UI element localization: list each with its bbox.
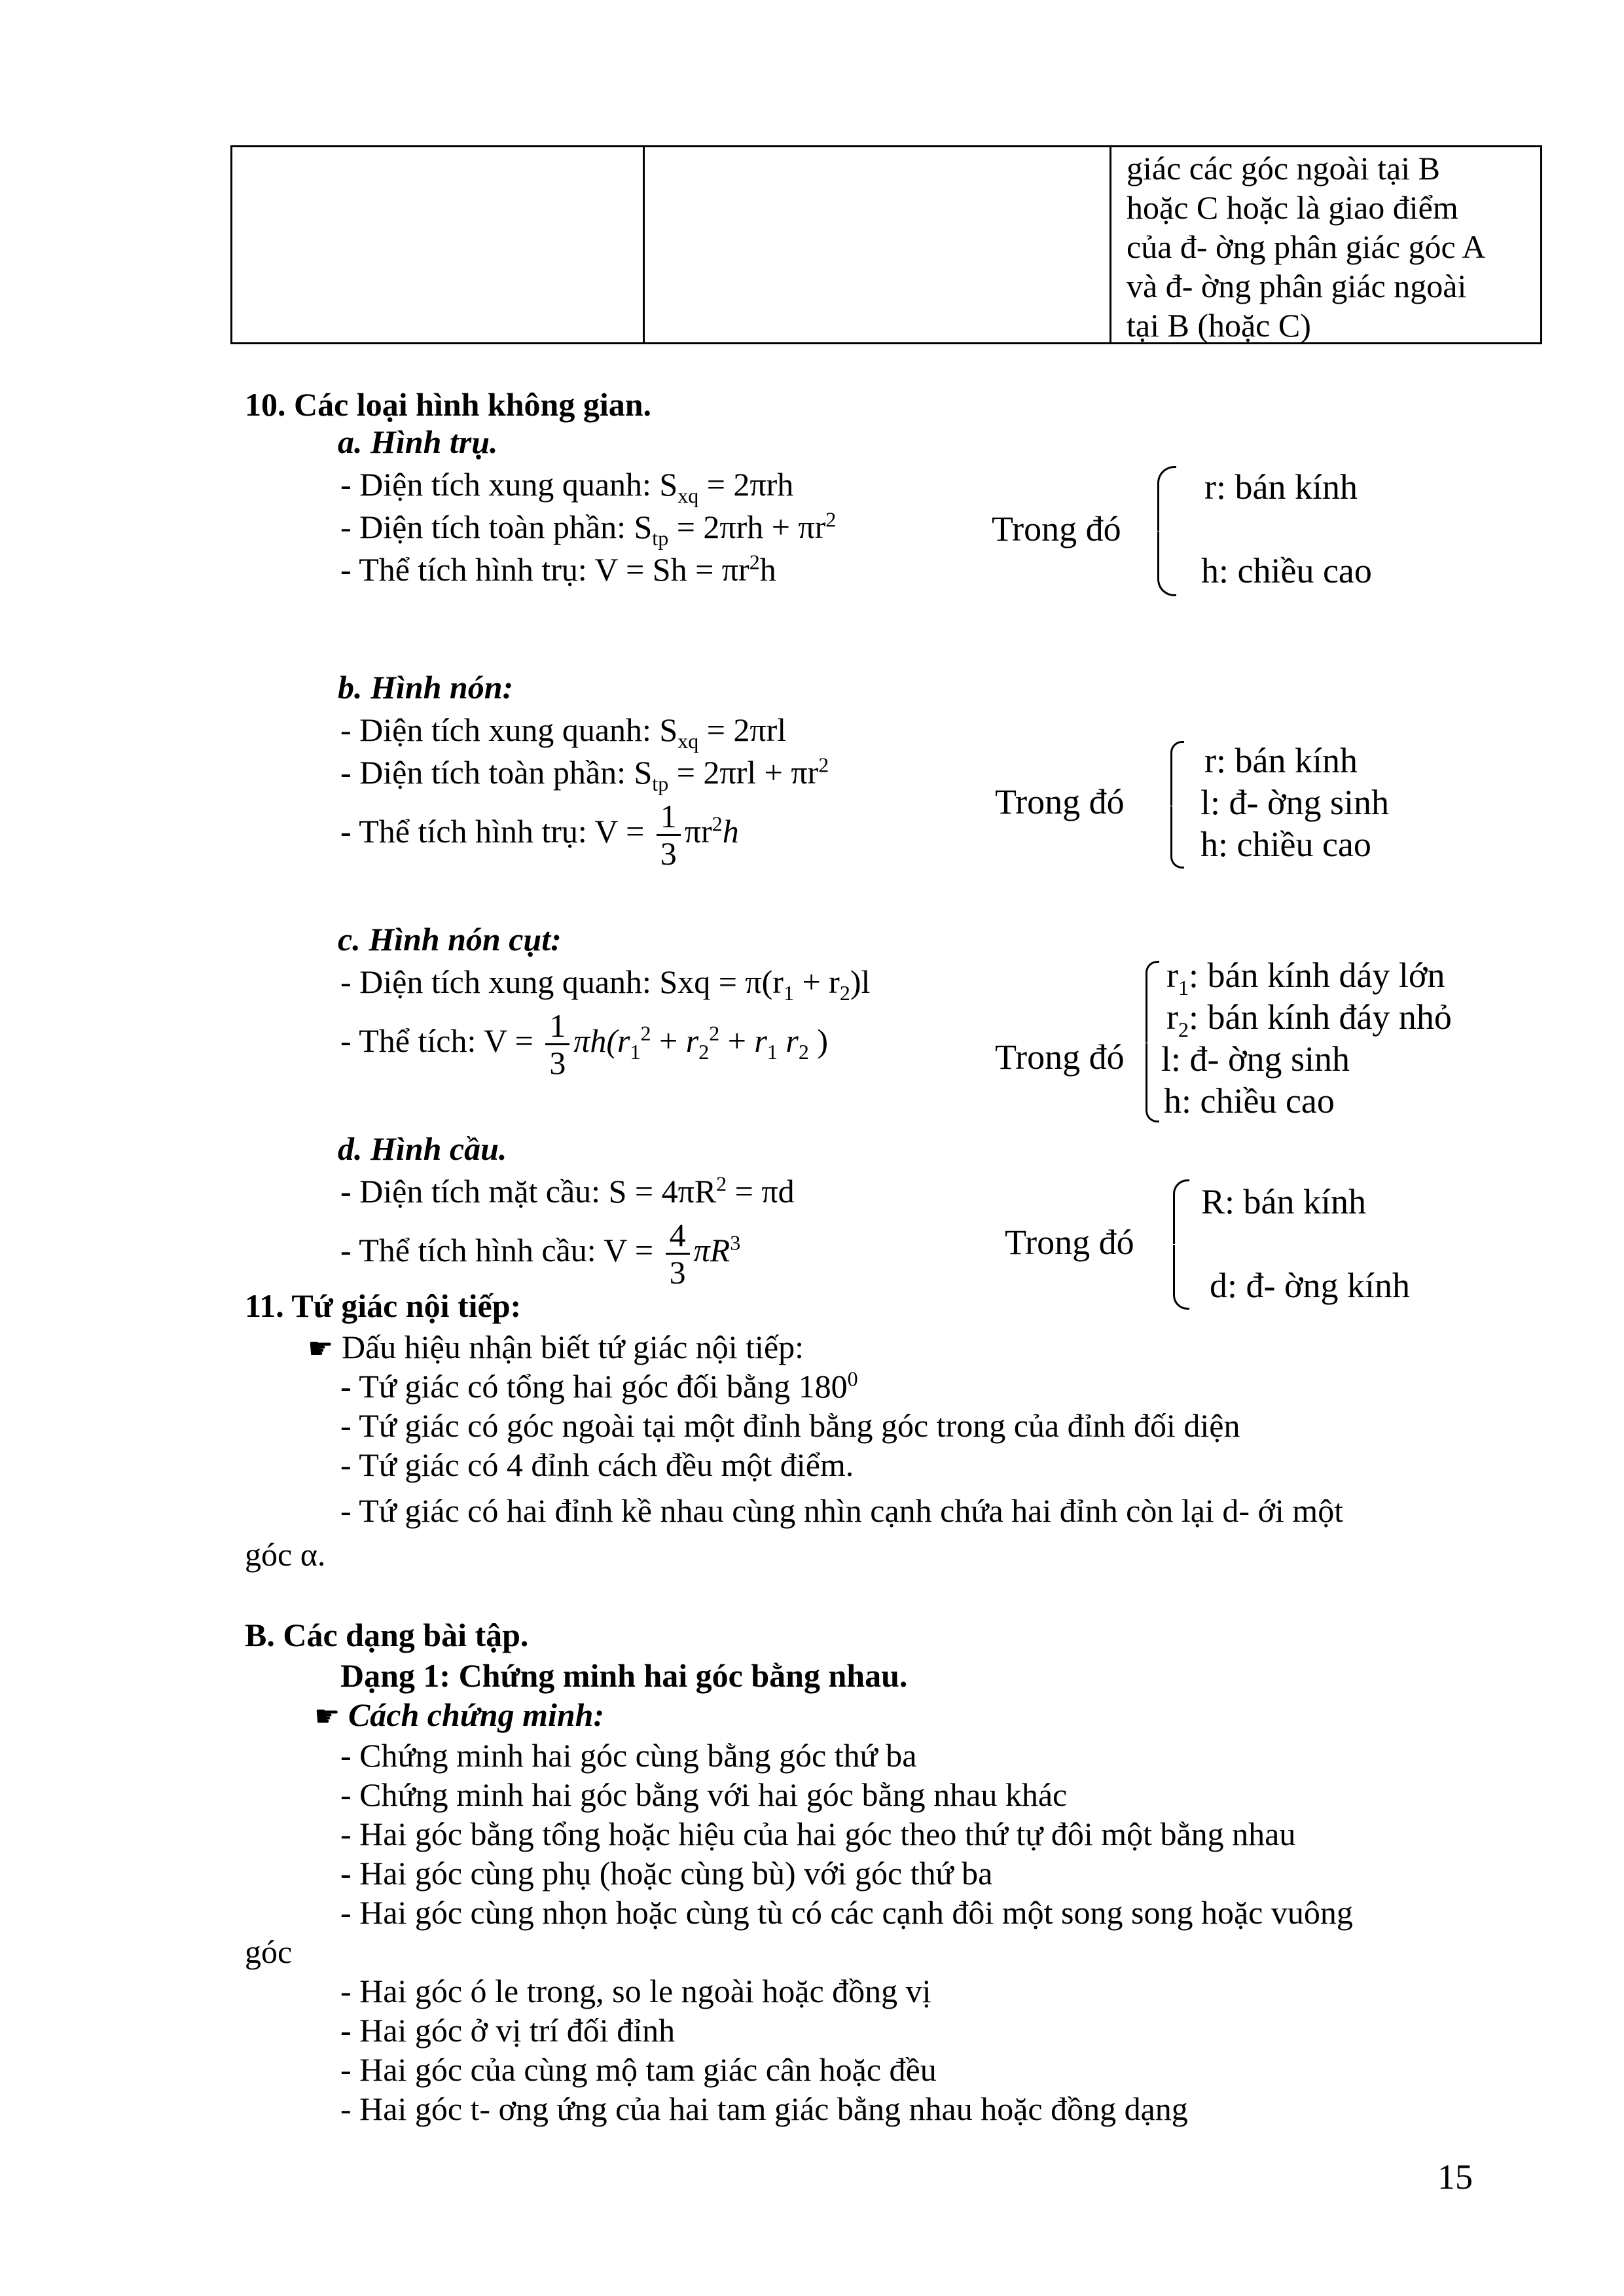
- cone-key-radius: r: bán kính: [1204, 741, 1358, 780]
- cone-key-height: h: chiều cao: [1200, 825, 1371, 864]
- table-line: giác các góc ngoài tại B: [1127, 150, 1440, 187]
- sphere-title: d. Hình cầu.: [338, 1130, 507, 1167]
- list-item: - Hai góc ó le trong, so le ngoài hoặc đồng vị: [340, 1973, 931, 2009]
- brace-bottom: [1170, 806, 1184, 869]
- type-1-title: Dạng 1: Chứng minh hai góc bằng nhau.: [340, 1657, 908, 1694]
- brace-bottom: [1173, 1245, 1189, 1310]
- criterion-1: - Tứ giác có tổng hai góc đối bằng $180^0$: [340, 1367, 858, 1405]
- cone-lateral-area: - Diện tích xung quanh: $S_{xq} = 2\pi rl$: [340, 711, 787, 753]
- sphere-key-diameter: d: đ- ờng kính: [1210, 1266, 1411, 1305]
- frustum-key-height: h: chiều cao: [1164, 1081, 1335, 1121]
- brace-top: [1157, 466, 1176, 531]
- criterion-3: - Tứ giác có 4 đỉnh cách đều một điểm.: [340, 1446, 854, 1483]
- brace-top: [1146, 961, 1159, 1043]
- cylinder-key-height: h: chiều cao: [1201, 551, 1372, 590]
- brace-top: [1173, 1179, 1189, 1244]
- list-item: - Hai góc cùng phụ (hoặc cùng bù) với góc thứ ba: [340, 1855, 993, 1892]
- pointing-hand-icon: ☛: [308, 1332, 334, 1365]
- frustum-keys: [1161, 954, 1452, 1122]
- proof-methods-list: [340, 1736, 1353, 1932]
- table-divider-1: [643, 147, 645, 342]
- list-item: - Hai góc cùng nhọn hoặc cùng tù có các cạnh đôi một song song hoặc vuông: [340, 1894, 1353, 1931]
- table-line: hoặc C hoặc là giao điểm: [1127, 189, 1458, 226]
- cylinder-volume: - Thể tích hình trụ: $V = Sh = \pi r^2h$: [340, 550, 776, 588]
- table-cell-text: [1127, 149, 1486, 345]
- cone-keys: [1200, 740, 1390, 865]
- cone-where-label: Trong đó: [995, 782, 1125, 821]
- section-11-title: 11. Tứ giác nội tiếp:: [245, 1287, 522, 1324]
- frustum-key-slant: l: đ- ờng sinh: [1161, 1039, 1350, 1079]
- section-10-title: 10. Các loại hình không gian.: [245, 386, 652, 423]
- sphere-where-label: Trong đó: [1005, 1223, 1134, 1262]
- proof-method-title: ☛ Cách chứng minh:: [314, 1696, 605, 1733]
- table-divider-2: [1110, 147, 1111, 342]
- criterion-4: - Tứ giác có hai đỉnh kề nhau cùng nhìn cạnh chứa hai đỉnh còn lại d- ới một: [340, 1492, 1344, 1529]
- page-number: 15: [1437, 2157, 1473, 2197]
- cone-title: b. Hình nón:: [338, 669, 514, 706]
- sphere-volume: - Thể tích hình cầu: V = $\frac{4}{3}$ $\pi R^3$: [340, 1217, 741, 1291]
- frustum-key-r1: $r_1$: bán kính dáy lớn: [1166, 956, 1445, 999]
- cone-key-slant: l: đ- ờng sinh: [1200, 783, 1390, 822]
- list-item: - Hai góc của cùng mộ tam giác cân hoặc đều: [340, 2051, 937, 2088]
- cone-total-area: - Diện tích toàn phần: $S_{tp} = 2\pi rl + \pi r^2$: [340, 753, 829, 795]
- recognition-lead: ☛ Dấu hiệu nhận biết tứ giác nội tiếp:: [308, 1329, 804, 1365]
- cone-volume: - Thể tích hình trụ: V = $\frac{1}{3}$ $\pi r^2h$: [340, 798, 739, 872]
- criterion-2: - Tứ giác có góc ngoài tại một đỉnh bằng góc trong của đỉnh đối diện: [340, 1407, 1240, 1444]
- list-item: - Hai góc t- ơng ứng của hai tam giác bằng nhau hoặc đồng dạng: [340, 2090, 1188, 2127]
- table-line: và đ- ờng phân giác ngoài: [1127, 268, 1467, 304]
- cylinder-total-area: - Diện tích toàn phần: $S_{tp} = 2\pi rh + \pi r^2$: [340, 507, 837, 550]
- cylinder-where-label: Trong đó: [992, 509, 1121, 548]
- proof-method-cont: góc: [245, 1933, 293, 1970]
- fraction-one-third: $\frac{1}{3}$: [545, 1008, 569, 1081]
- brace-bottom: [1157, 531, 1176, 596]
- list-item: - Chứng minh hai góc bằng với hai góc bằng nhau khác: [340, 1776, 1068, 1813]
- table-line: của đ- ờng phân giác góc A: [1127, 228, 1486, 265]
- frustum-key-r2: $r_2$: bán kính đáy nhỏ: [1166, 997, 1452, 1041]
- cylinder-key-radius: r: bán kính: [1204, 467, 1358, 507]
- top-table: [230, 145, 1542, 344]
- proof-methods-list-2: [340, 1971, 1188, 2128]
- list-item: - Hai góc bằng tổng hoặc hiệu của hai góc theo thứ tự đôi một bằng nhau: [340, 1816, 1296, 1852]
- sphere-key-radius: R: bán kính: [1201, 1182, 1366, 1221]
- frustum-volume: - Thể tích: V = $\frac{1}{3}$ $\pi h(r_1^2 + r_2^2 + r_1$ $r_2$ ): [340, 1007, 828, 1081]
- table-line: tại B (hoặc C): [1127, 307, 1311, 344]
- cylinder-lateral-area: - Diện tích xung quanh: $S_{xq} = 2\pi rh$: [340, 466, 794, 507]
- list-item: - Chứng minh hai góc cùng bằng góc thứ ba: [340, 1737, 917, 1774]
- pointing-hand-icon: ☛: [314, 1700, 340, 1733]
- list-item: - Hai góc ở vị trí đối đỉnh: [340, 2012, 676, 2049]
- sphere-surface-area: - Diện tích mặt cầu: $S = 4\pi R^2 = \pi d$: [340, 1172, 795, 1210]
- cylinder-title: a. Hình trụ.: [338, 423, 498, 460]
- fraction-one-third: $\frac{1}{3}$: [657, 798, 681, 871]
- frustum-where-label: Trong đó: [995, 1037, 1125, 1077]
- fraction-four-thirds: $\frac{4}{3}$: [666, 1217, 690, 1290]
- frustum-title: c. Hình nón cụt:: [338, 921, 562, 958]
- section-b-title: B. Các dạng bài tập.: [245, 1617, 529, 1653]
- criterion-4-cont: góc α.: [245, 1536, 326, 1573]
- frustum-lateral-area: - Diện tích xung quanh: Sxq = $\pi(r_1 + r_2)l$: [340, 963, 871, 1005]
- brace-bottom: [1146, 1043, 1159, 1122]
- brace-top: [1170, 741, 1184, 806]
